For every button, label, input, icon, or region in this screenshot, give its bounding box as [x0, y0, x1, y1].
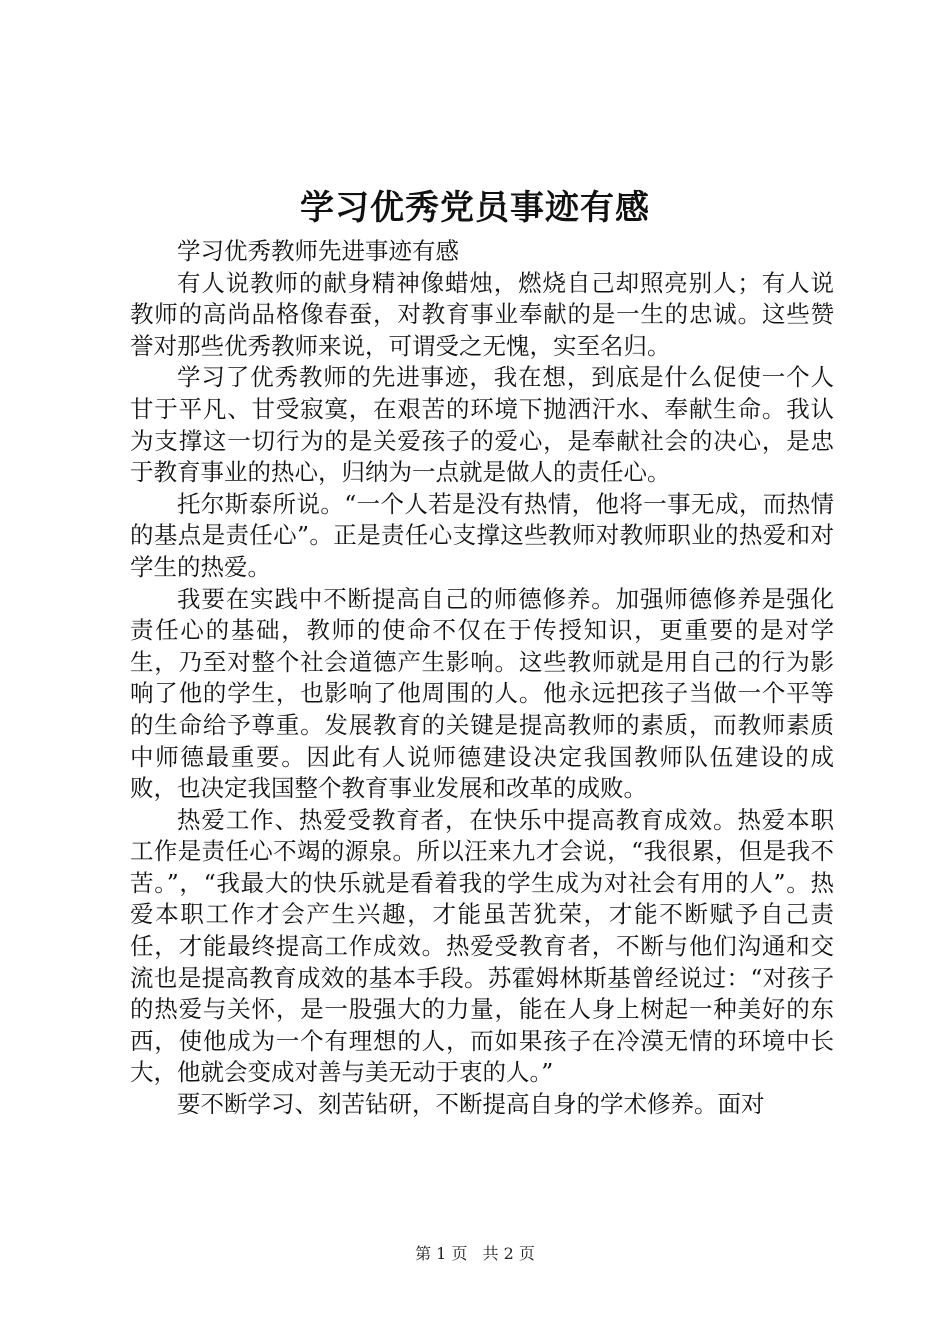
- document-body: [130, 236, 834, 1121]
- page-footer: [0, 1244, 950, 1264]
- body-paragraph: 托尔斯泰所说。“一个人若是没有热情，他将一事无成，而热情的基点是责任心”。正是责任心支撑这些教师对教师职业的热爱和对学生的热爱。: [130, 489, 834, 581]
- subtitle-paragraph: 学习优秀教师先进事迹有感: [177, 237, 459, 265]
- body-paragraph: 热爱工作、热爱受教育者，在快乐中提高教育成效。热爱本职工作是责任心不竭的源泉。所以汪来九才会说，“我很累，但是我不苦。”，“我最大的快乐就是看着我的学生成为对社会有用的人”。热爱本职工作才会产生兴趣，才能虽苦犹荣，才能不断赋予自己责任，才能最终提高工作成效。热爱受教育者，不断与他们沟通和交流也是提高教育成效的基本手段。苏霍姆林斯基曾经说过：“对孩子的热爱与关怀，是一股强大的力量，能在人身上树起一种美好的东西，使他成为一个有理想的人，而如果孩子在冷漠无情的环境中长大，他就会变成对善与美无动于衷的人。”: [130, 805, 834, 1087]
- document-title: 学习优秀党员事迹有感: [300, 188, 650, 228]
- body-paragraph: 有人说教师的献身精神像蜡烛，燃烧自己却照亮别人；有人说教师的高尚品格像春蚕，对教育事业奉献的是一生的忠诚。这些赞誉对那些优秀教师来说，可谓受之无愧，实至名归。: [130, 268, 834, 360]
- body-paragraph: 学习了优秀教师的先进事迹，我在想，到底是什么促使一个人甘于平凡、甘受寂寞，在艰苦的环境下抛洒汗水、奉献生命。我认为支撑这一切行为的是关爱孩子的爱心，是奉献社会的决心，是忠于教育事业的热心，归纳为一点就是做人的责任心。: [130, 363, 834, 487]
- page-number: 第 1 页: [415, 1244, 468, 1263]
- page-total: 共 2 页: [482, 1244, 535, 1263]
- body-paragraph: 要不断学习、刻苦钻研，不断提高自身的学术修养。面对: [177, 1090, 765, 1119]
- body-paragraph: 我要在实践中不断提高自己的师德修养。加强师德修养是强化责任心的基础，教师的使命不仅在于传授知识，更重要的是对学生，乃至对整个社会道德产生影响。这些教师就是用自己的行为影响了他的学生，也影响了他周围的人。他永远把孩子当做一个平等的生命给予尊重。发展教育的关键是提高教师的素质，而教师素质中师德最重要。因此有人说师德建设决定我国教师队伍建设的成败，也决定我国整个教育事业发展和改革的成败。: [130, 584, 834, 803]
